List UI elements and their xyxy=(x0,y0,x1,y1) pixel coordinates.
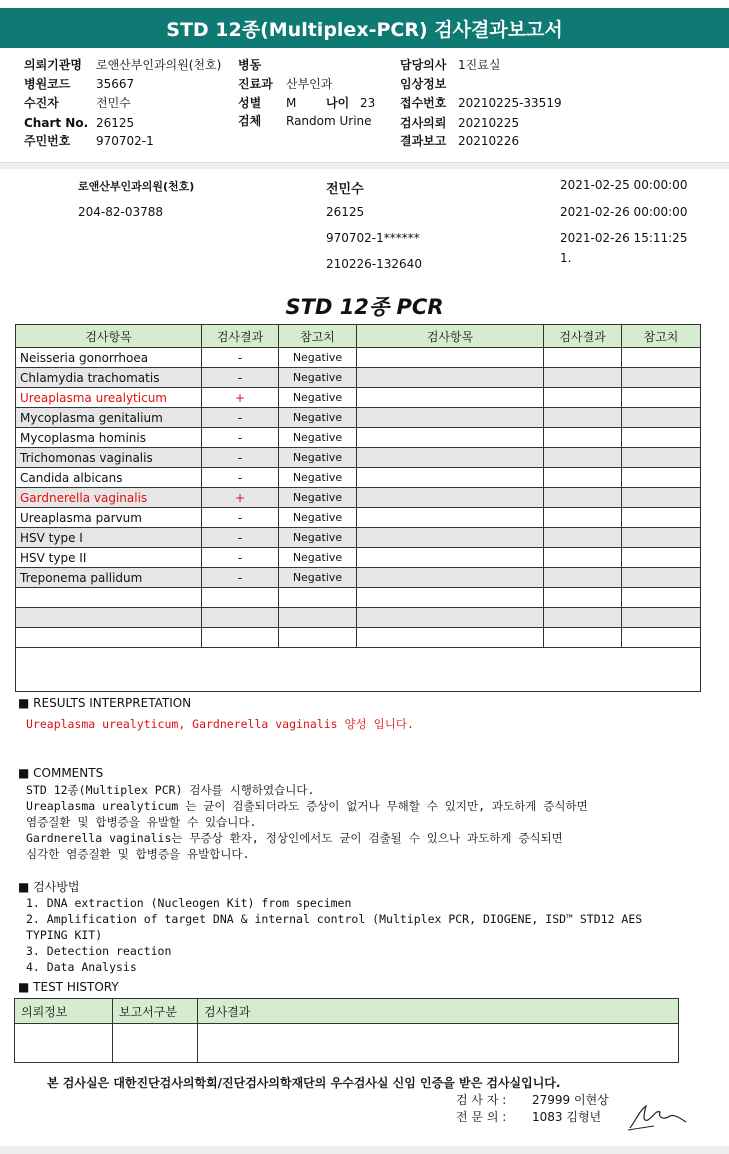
test-item xyxy=(357,508,544,528)
table-row xyxy=(16,368,701,388)
patient-label: 수진자 xyxy=(24,96,59,110)
test-result: - xyxy=(202,508,279,528)
test-item xyxy=(357,468,544,488)
test-result xyxy=(544,528,622,548)
test-item xyxy=(357,428,544,448)
test-result xyxy=(544,448,622,468)
sub-name: 전민수 xyxy=(326,182,364,197)
test-result xyxy=(544,368,622,388)
test-result xyxy=(544,428,622,448)
institution-value: 로앤산부인과의원(천호) xyxy=(96,58,222,72)
table-row xyxy=(16,348,701,368)
request-label: 검사의뢰 xyxy=(400,116,447,130)
clinical-label: 임상정보 xyxy=(400,77,447,91)
table-row xyxy=(16,468,701,488)
table-row xyxy=(16,528,701,548)
test-item: Chlamydia trachomatis xyxy=(16,368,202,388)
comment-line: 염증질환 및 합병증을 유발할 수 있습니다. xyxy=(26,815,257,829)
reference-value: Negative xyxy=(279,468,357,488)
reference-value: Negative xyxy=(279,388,357,408)
col-header: 검사항목 xyxy=(357,325,544,348)
sex-label: 성별 xyxy=(238,96,262,110)
test-result: - xyxy=(202,368,279,388)
results-heading: ■ RESULTS INTERPRETATION xyxy=(18,696,192,710)
test-item: Trichomonas vaginalis xyxy=(16,448,202,468)
reference-value: Negative xyxy=(279,528,357,548)
test-result: - xyxy=(202,548,279,568)
col-header: 참고치 xyxy=(622,325,701,348)
reference-value xyxy=(279,608,357,628)
sub-rrn: 970702-1****** xyxy=(326,231,420,245)
specialist-value: 1083 김형년 xyxy=(532,1110,602,1124)
table-row xyxy=(16,608,701,628)
comment-line: 심각한 염증질환 및 합병증을 유발합니다. xyxy=(26,847,250,861)
test-result xyxy=(544,508,622,528)
history-header-row xyxy=(15,999,679,1024)
table-header-row xyxy=(16,325,701,348)
results-table xyxy=(15,324,701,648)
reference-value xyxy=(622,568,701,588)
tester-value: 27999 이현상 xyxy=(532,1093,609,1107)
test-item xyxy=(357,368,544,388)
tester-label: 검 사 자 : xyxy=(456,1093,507,1107)
specimen-value: Random Urine xyxy=(286,114,372,128)
test-result xyxy=(544,468,622,488)
method-heading: ■ 검사방법 xyxy=(18,880,80,894)
reference-value xyxy=(622,368,701,388)
method-line: 2. Amplification of target DNA & internal control (Multiplex PCR, DIOGENE, ISD™ STD12 AES xyxy=(26,912,643,926)
certification-text: 본 검사실은 대한진단검사의학회/진단검사의학재단의 우수검사실 신임 인증을 받은 검사실입니다. xyxy=(47,1076,561,1090)
reference-value xyxy=(622,488,701,508)
reference-value: Negative xyxy=(279,488,357,508)
reference-value: Negative xyxy=(279,568,357,588)
sex-value: M xyxy=(286,96,297,110)
specimen-label: 검체 xyxy=(238,114,262,128)
reference-value xyxy=(622,428,701,448)
signature-icon xyxy=(624,1100,690,1134)
test-item xyxy=(16,608,202,628)
history-heading: ■ TEST HISTORY xyxy=(18,980,119,994)
table-row xyxy=(16,588,701,608)
col-header: 의뢰정보 xyxy=(15,999,113,1024)
col-header: 검사결과 xyxy=(544,325,622,348)
divider xyxy=(0,162,729,169)
sub-date3: 2021-02-26 15:11:25 xyxy=(560,231,688,245)
reference-value xyxy=(622,528,701,548)
chart-label: Chart No. xyxy=(24,116,89,130)
method-line: 3. Detection reaction xyxy=(26,944,172,958)
reference-value xyxy=(622,608,701,628)
history-row xyxy=(15,1024,679,1063)
reference-value xyxy=(622,548,701,568)
test-result xyxy=(544,488,622,508)
test-result: + xyxy=(202,488,279,508)
reference-value: Negative xyxy=(279,408,357,428)
results-text: Ureaplasma urealyticum, Gardnerella vaginalis 양성 입니다. xyxy=(26,717,414,731)
ward-label: 병동 xyxy=(238,58,262,72)
table-row xyxy=(16,408,701,428)
col-header: 검사결과 xyxy=(202,325,279,348)
test-item: Treponema pallidum xyxy=(16,568,202,588)
method-line: TYPING KIT) xyxy=(26,928,103,942)
table-row xyxy=(16,448,701,468)
reference-value xyxy=(622,448,701,468)
test-result: - xyxy=(202,448,279,468)
test-item: Gardnerella vaginalis xyxy=(16,488,202,508)
test-result: + xyxy=(202,388,279,408)
history-table xyxy=(14,998,679,1063)
sub-biz-no: 204-82-03788 xyxy=(78,205,164,219)
reference-value xyxy=(622,388,701,408)
method-line: 1. DNA extraction (Nucleogen Kit) from specimen xyxy=(26,896,352,910)
test-item: Neisseria gonorrhoea xyxy=(16,348,202,368)
specialist-label: 전 문 의 : xyxy=(456,1110,507,1124)
rrn-label: 주민번호 xyxy=(24,134,71,148)
test-result xyxy=(544,388,622,408)
test-item xyxy=(357,588,544,608)
test-result xyxy=(544,348,622,368)
doctor-value: 1진료실 xyxy=(458,58,501,72)
test-item: Mycoplasma genitalium xyxy=(16,408,202,428)
receipt-label: 접수번호 xyxy=(400,96,447,110)
sub-date2: 2021-02-26 00:00:00 xyxy=(560,205,688,219)
reference-value xyxy=(622,408,701,428)
table-row xyxy=(16,428,701,448)
dept-value: 산부인과 xyxy=(286,77,333,91)
test-item xyxy=(357,568,544,588)
report-title: STD 12종(Multiplex-PCR) 검사결과보고서 xyxy=(0,8,729,48)
test-item: Ureaplasma parvum xyxy=(16,508,202,528)
table-row xyxy=(16,548,701,568)
footer-bar xyxy=(0,1146,729,1154)
table-row xyxy=(16,488,701,508)
test-item: Mycoplasma hominis xyxy=(16,428,202,448)
comment-line: STD 12종(Multiplex PCR) 검사를 시행하였습니다. xyxy=(26,783,315,797)
request-value: 20210225 xyxy=(458,116,520,130)
reference-value xyxy=(622,508,701,528)
reference-value xyxy=(622,588,701,608)
test-result xyxy=(544,588,622,608)
col-header: 검사항목 xyxy=(16,325,202,348)
receipt-value: 20210225-33519 xyxy=(458,96,562,110)
col-header: 검사결과 xyxy=(198,999,679,1024)
table-blank-area xyxy=(15,645,701,692)
test-item xyxy=(357,608,544,628)
reference-value xyxy=(622,468,701,488)
test-item xyxy=(357,548,544,568)
reference-value xyxy=(622,348,701,368)
reference-value: Negative xyxy=(279,428,357,448)
test-item xyxy=(357,348,544,368)
reference-value: Negative xyxy=(279,508,357,528)
patient-value: 전민수 xyxy=(96,96,131,110)
col-header: 보고서구분 xyxy=(113,999,198,1024)
table-row xyxy=(16,388,701,408)
table-row xyxy=(16,508,701,528)
test-result xyxy=(544,568,622,588)
test-item xyxy=(357,528,544,548)
test-result: - xyxy=(202,468,279,488)
comment-line: Gardnerella vaginalis는 무증상 환자, 정상인에서도 균이 검출될 수 있으나 과도하게 증식되면 xyxy=(26,831,563,845)
test-result xyxy=(544,548,622,568)
test-item: Ureaplasma urealyticum xyxy=(16,388,202,408)
hospital-code-label: 병원코드 xyxy=(24,77,71,91)
pcr-title: STD 12종 PCR xyxy=(285,295,444,319)
test-result xyxy=(202,608,279,628)
rrn-value: 970702-1 xyxy=(96,134,154,148)
institution-label: 의뢰기관명 xyxy=(24,58,82,72)
test-result xyxy=(544,408,622,428)
test-result: - xyxy=(202,408,279,428)
reference-value: Negative xyxy=(279,448,357,468)
reference-value: Negative xyxy=(279,368,357,388)
test-item xyxy=(357,388,544,408)
comments-heading: ■ COMMENTS xyxy=(18,766,104,780)
sub-date1: 2021-02-25 00:00:00 xyxy=(560,178,688,192)
method-line: 4. Data Analysis xyxy=(26,960,137,974)
test-result xyxy=(544,608,622,628)
test-result: - xyxy=(202,428,279,448)
report-date-label: 결과보고 xyxy=(400,134,447,148)
test-item xyxy=(357,408,544,428)
test-item: HSV type II xyxy=(16,548,202,568)
test-result xyxy=(202,588,279,608)
hospital-code-value: 35667 xyxy=(96,77,135,91)
sub-chart: 26125 xyxy=(326,205,365,219)
test-item xyxy=(357,448,544,468)
test-item: HSV type I xyxy=(16,528,202,548)
reference-value: Negative xyxy=(279,348,357,368)
comment-line: Ureaplasma urealyticum 는 균이 검출되더라도 증상이 없거나 무해할 수 있지만, 과도하게 증식하면 xyxy=(26,799,588,813)
sub-sample-id: 210226-132640 xyxy=(326,257,422,271)
chart-value: 26125 xyxy=(96,116,135,130)
test-item xyxy=(357,488,544,508)
report-date-value: 20210226 xyxy=(458,134,520,148)
age-label: 나이 xyxy=(326,96,350,110)
reference-value: Negative xyxy=(279,548,357,568)
patient-info xyxy=(0,52,729,152)
test-item: Candida albicans xyxy=(16,468,202,488)
test-result: - xyxy=(202,528,279,548)
age-value: 23 xyxy=(360,96,376,110)
test-result: - xyxy=(202,348,279,368)
doctor-label: 담당의사 xyxy=(400,58,447,72)
test-result: - xyxy=(202,568,279,588)
table-row xyxy=(16,568,701,588)
sub-clinic: 로앤산부인과의원(천호) xyxy=(78,180,195,193)
dept-label: 진료과 xyxy=(238,77,273,91)
reference-value xyxy=(279,588,357,608)
test-item xyxy=(16,588,202,608)
col-header: 참고치 xyxy=(279,325,357,348)
sub-seq: 1. xyxy=(560,251,572,265)
